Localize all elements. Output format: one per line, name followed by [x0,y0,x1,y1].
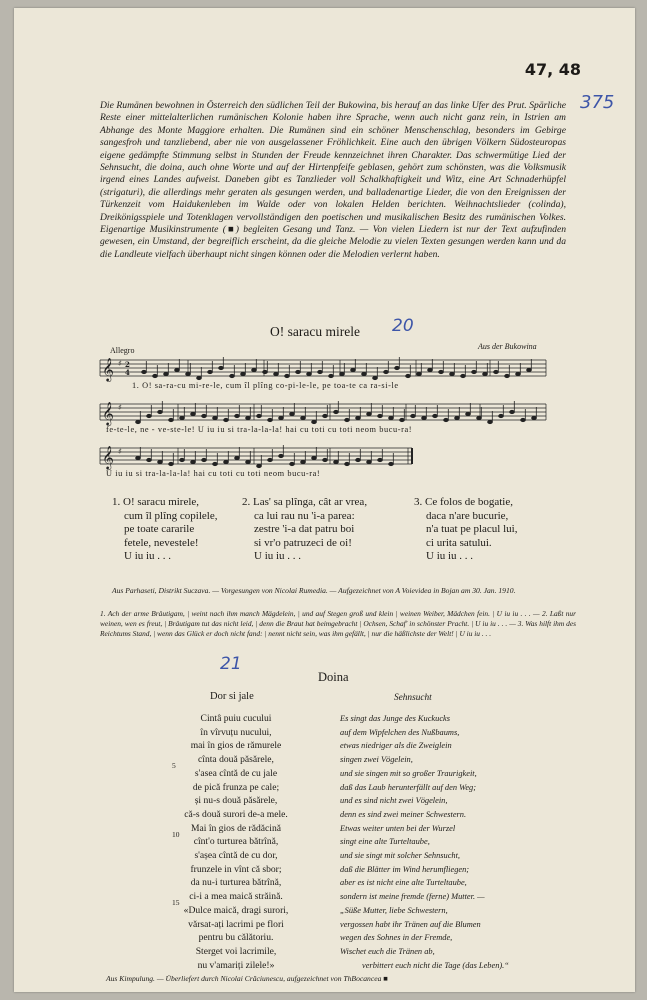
note-head [197,376,202,379]
doina-german-translation [340,712,570,972]
note-head [158,460,163,463]
verse-line: U iu iu . . . [426,550,474,563]
note-head [318,370,323,373]
note-head [367,412,372,415]
note-head [417,372,422,375]
verse-line: daca n'are bucurie, [426,509,509,522]
note-head [202,458,207,461]
note-head [235,414,240,417]
doina-de-line: und sie singt mit solcher Sehnsucht, [340,851,461,861]
note-head [230,374,235,377]
page-sheet [14,8,635,992]
doina-ro-line: că-s două surori de-a mele. [184,808,288,820]
verse-line: U iu iu . . . [124,550,172,563]
verse-line: fetele, nevestele! [124,536,199,549]
note-head [400,418,405,421]
note-head [472,370,477,373]
note-head [147,414,152,417]
doina-de-line: auf dem Wipfelchen des Nußbaums, [340,727,460,737]
doina-ro-line: frunzele in vînt că sbor; [190,863,282,875]
note-head [191,460,196,463]
note-head [224,460,229,463]
note-head [290,462,295,465]
doina-ro-line: da nu-i turturea bătrînă, [190,877,282,889]
doina-ro-line: «Dulce maică, dragi surori, [183,904,289,916]
treble-clef-icon: 𝄞 [102,357,114,381]
note-head [263,370,268,373]
doina-ro-line: cînta două păsărele, [198,754,274,766]
doina-de-line: daß die Blätter im Wind herumfliegen; [340,864,470,874]
doina-title: Doina [318,670,349,684]
doina-ro-line: nu v'amariți zilele!» [197,959,275,971]
note-head [307,372,312,375]
song-translation-footnote: 1. Ach der arme Bräutigam, | weint nach ihm manch Mägdelein, | und auf Stegen groß und klein | weinen Weiber, Mädchen fein. | U iu iu . . . — 2. Laßt nur weinen, wen es freut, | Bräutigam tut das nicht leid, | denn die Braut hat beimgebracht | Ochsen, Schaf' in schönster Pracht. | U iu iu . . . — 3. Was hilft ihm des Reichtums Stand, | wenn das Glück er doch nicht fand: | nennt nicht sein, was ihm gefällt, | nur die häßlichste der Welt! | U iu iu . . . [100,609,576,639]
note-head [268,418,273,421]
svg-text:2: 2 [125,360,130,369]
note-head [483,372,488,375]
note-head [510,410,515,413]
note-head [461,374,466,377]
song-title: O! saracu mirele [270,324,360,339]
note-head [384,370,389,373]
note-head [516,372,521,375]
note-head [389,416,394,419]
note-head [521,418,526,421]
note-head [175,368,180,371]
doina-de-line: Etwas weiter unten bei der Wurzel [340,823,456,833]
verse-2 [242,496,367,564]
doina-de-line: singt eine alte Turteltaube, [340,837,430,847]
verse-line: si vr'o patruzeci de oi! [254,536,352,549]
sharp-icon: ♯ [118,447,122,456]
note-head [499,414,504,417]
note-head [312,456,317,459]
note-head [345,462,350,465]
line-number: 10 [172,830,180,839]
note-head [422,416,427,419]
doina-ro-line: vărsat-ați lacrimi pe flori [188,918,284,930]
song-origin: Aus der Bukowina [478,342,537,351]
note-head [241,372,246,375]
note-head [246,460,251,463]
note-head [389,462,394,465]
verse-line: 2. Las' sa plînga, cât ar vrea, [242,496,368,508]
note-head [378,458,383,461]
doina-de-line: verbittert euch nicht die Tage (das Leben).“ [362,960,509,970]
note-head [373,376,378,379]
note-head [323,458,328,461]
staff-3 [100,448,412,464]
note-head [439,370,444,373]
verse-line: 3. Ce folos de bogatie, [414,496,513,508]
note-head [527,368,532,371]
note-head [296,370,301,373]
note-head [235,456,240,459]
note-head [213,462,218,465]
note-head [334,460,339,463]
verse-line: U iu iu . . . [254,550,302,563]
note-head [257,414,262,417]
doina-de-line: wegen des Sohnes in der Fremde, [340,933,453,943]
doina-ro-line: Mai în gios de rădăcină [190,822,282,834]
note-head [444,418,449,421]
note-head [334,410,339,413]
treble-clef-icon: 𝄞 [102,445,114,469]
note-head [213,416,218,419]
note-head [257,464,262,467]
note-head [279,454,284,457]
note-head [180,416,185,419]
doina-ro-line: în vîrvuțu nucului, [200,726,272,738]
doina-ro-line: ci-i a mea maică străină. [189,891,283,903]
line-number: 15 [172,898,180,907]
note-head [488,420,493,423]
verse-1 [112,496,217,564]
doina-de-line: etwas niedriger als die Zweiglein [340,741,452,751]
note-head [252,368,257,371]
note-head [279,416,284,419]
doina-de-line: und sie singen mit so großer Traurigkeit, [340,768,477,778]
lyrics-line-2: fe-te-le, ne - ve-ste-le! U iu iu si tra-la-la-la! hai cu toti cu toti neom bucu-ra! [106,425,413,434]
song-source: Aus Parhaseti, Distrikt Suczava. — Vorgesungen von Nicolai Rumedia. — Aufgezeichnet von A Voievidea in Bojan am 30. Jan. 1910. [112,586,516,595]
note-head [356,416,361,419]
doina-subtitle-ro: Dor si jale [210,691,254,702]
note-head [411,414,416,417]
note-head [378,414,383,417]
note-head [169,418,174,421]
intro-paragraph: Die Rumänen bewohnen in Österreich den südlichen Teil der Bukowina, bis herauf an das linke Ufer des Prut. Spärliche Reste einer mittelalterlichen rumänischen Kolonie haben ihre Sprache, wenn auch nicht ganz rein, in Istrien am Abhange des Monte Maggiore erhalten. Die Rumänen sind ein schöner Menschenschlag, besonders im Gebirge sangesfroh und tanzliebend, aber nie von ausgelassener Fröhlichkeit. Eine auch den übrigen Völkern Südosteuropas eigene gedämpfte Stimmung selbst in Stunden der Freude kennzeichnet ihren Charakter. Das schwermütige Lied der Sehnsucht, die doina, auch ohne Worte und auf der Hirtenpfeife geblasen, gehört zum schönsten, was die Volksmusik irgend eines Landes aufweist. Daneben gibt es Tanzlieder voll Schalkhaftigkeit und Witz, eine Art Schnaderhüpfel (strigaturi), die allerdings mehr geraten als gesungen werden, und balladenartige Lieder, die von den Ereignissen der Türkenzeit vom Haidukenleben im Walde oder von lokalen Helden berichten. Weihnachtslieder (colinda), Dreikönigsspiele und Totenklagen vervollständigen den poetischen und musikalischen Besitz des rumänischen Volkes. Eigenartige Musikinstrumente (■) begleiten Gesang und Tanz. — Von vielen Liedern ist nur der Text aufzufinden gewesen, ein Umstand, der begreiflich erscheint, da die gleiche Melodie zu vielen Texten gesungen werden kann und da die Landleute vielfach überhaupt nicht singen können oder die Melodien verlernt haben. [100,100,566,260]
note-head [186,372,191,375]
note-head [164,372,169,375]
sharp-icon: ♯ [118,359,122,368]
music-staves [94,354,554,478]
note-head [323,414,328,417]
note-head [290,412,295,415]
lyrics-line-1: 1. O! sa-ra-cu mi-re-le, cum îl plîng co-pi-le-le, pe toa-te ca ra-si-le [132,381,399,390]
handwritten-archive-number: 375 [580,92,615,113]
note-head [246,416,251,419]
note-head [147,458,152,461]
note-head [268,458,273,461]
note-head [466,412,471,415]
doina-ro-line: de pică frunza pe cale; [192,781,280,793]
credit-mark: ■ [383,974,388,983]
note-head [406,374,411,377]
verse-line: zestre 'i-a dat patru boi [254,523,355,536]
note-head [367,460,372,463]
note-head [329,374,334,377]
note-head [505,374,510,377]
doina-romanian-text [136,712,336,972]
verse-line: ca lui rau nu 'i-a parea: [254,509,355,522]
doina-subtitle-de: Sehnsucht [394,693,432,703]
verse-line: n'a tuat pe placul lui, [426,523,518,536]
doina-de-line: Wischet euch die Tränen ab, [340,946,435,956]
doina-de-line: vergossen habt ihr Tränen auf die Blumen [340,919,481,929]
handwritten-doina-number: 21 [220,654,242,674]
note-head [153,374,158,377]
note-head [285,374,290,377]
note-head [301,460,306,463]
doina-ro-line: Cintâ puiu cucului [200,713,272,724]
note-head [362,372,367,375]
verse-line: ci urita satului. [426,536,492,549]
doina-ro-line: s'asea cîntă de cu jale [194,767,278,779]
note-head [477,416,482,419]
verse-line: pe toate cararile [124,523,195,536]
doina-ro-line: Sterget voi lacrimile, [195,945,277,957]
doina-de-line: „Süße Mutter, liebe Schwestern, [340,905,448,915]
doina-ro-line: pentru bu călătoriu. [198,932,274,944]
note-head [532,416,537,419]
tempo-marking: Allegro [110,346,135,355]
doina-ro-line: cînt'o turturea bătrînă, [193,836,279,848]
credit-text: Aus Kimpulung. — Überliefert durch Nicolai Crăciunescu, aufgezeichnet von ThBocancea [106,974,382,983]
note-head [351,368,356,371]
note-head [494,370,499,373]
note-head [312,420,317,423]
doina-de-line: sondern ist meine fremde (ferne) Mutter. — [340,892,485,902]
verse-line: 1. O! saracu mirele, [112,496,200,508]
doina-credit [106,974,388,983]
note-head [219,366,224,369]
note-head [340,372,345,375]
note-head [202,414,207,417]
doina-ro-line: și nu-s două păsărele, [194,795,278,807]
page-number: 47, 48 [524,60,581,79]
note-head [356,458,361,461]
note-head [345,418,350,421]
note-head [224,418,229,421]
note-head [450,372,455,375]
doina-de-line: singen zwei Vögelein, [340,755,413,765]
doina-de-line: Es singt das Junge des Kuckucks [340,714,451,723]
note-head [136,420,141,423]
treble-clef-icon: 𝄞 [102,401,114,425]
note-head [395,366,400,369]
sharp-icon: ♯ [118,403,122,412]
doina-de-line: aber es ist nicht eine alte Turteltaube, [340,878,467,888]
note-head [274,372,279,375]
svg-text:4: 4 [125,368,130,377]
note-head [428,368,433,371]
verse-line: cum îl plîng copilele, [124,509,218,522]
note-head [208,370,213,373]
note-head [169,462,174,465]
doina-de-line: denn es sind zwei meiner Schwestern. [340,809,467,819]
note-head [455,416,460,419]
lyrics-line-3: U iu iu si tra-la-la-la! hai cu toti cu toti neom bucu-ra! [106,469,321,478]
note-head [301,416,306,419]
verse-3 [414,496,517,564]
note-head [142,370,147,373]
note-head [180,458,185,461]
handwritten-song-number: 20 [392,316,414,336]
note-head [433,414,438,417]
note-head [136,456,141,459]
doina-ro-line: mai în gios de rămurele [190,740,282,752]
doina-ro-line: s'așea cîntă de cu dor, [194,850,278,862]
note-heads [136,357,537,468]
note-head [158,410,163,413]
doina-de-line: und es sind nicht zwei Vögelein, [340,796,448,806]
doina-de-line: daß das Laub herunterfällt auf den Weg; [340,782,477,792]
note-head [191,412,196,415]
line-number: 5 [172,761,176,770]
